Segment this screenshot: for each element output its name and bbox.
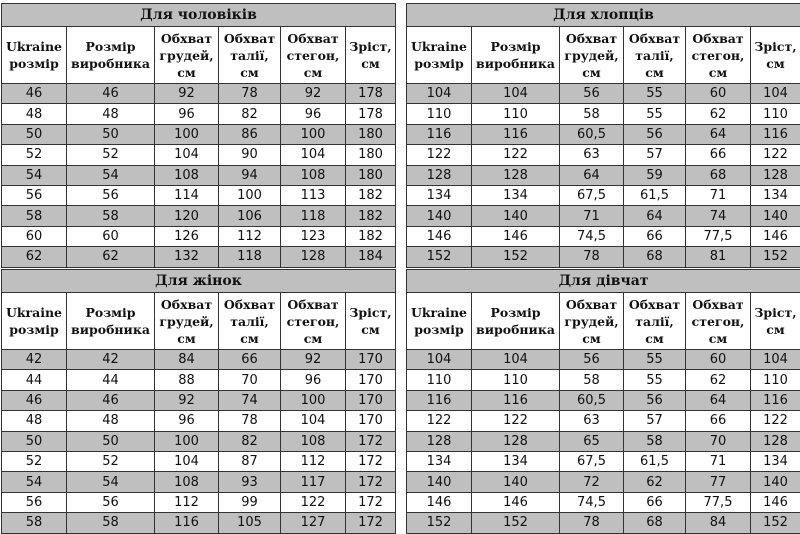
table-cell: 170: [346, 411, 396, 431]
table-cell: 104: [751, 350, 800, 370]
table-cell: 104: [751, 84, 800, 104]
table-cell: 180: [346, 165, 396, 185]
column-header: Обхват стегон, см: [281, 293, 346, 350]
table-cell: 116: [407, 124, 472, 144]
table-cell: 86: [219, 124, 281, 144]
table-cell: 58: [560, 104, 624, 124]
table-row: [407, 185, 800, 205]
table-cell: 96: [155, 104, 219, 124]
table-cell: 58: [624, 431, 686, 451]
table-cell: 92: [281, 84, 346, 104]
table-row: [2, 247, 396, 267]
table-row: [2, 390, 396, 410]
table-cell: 62: [686, 370, 751, 390]
column-header: Обхват талії, см: [219, 293, 281, 350]
table-cell: 92: [281, 350, 346, 370]
table-cell: 46: [67, 390, 155, 410]
column-header: Зріст, см: [346, 27, 396, 84]
table-cell: 110: [472, 104, 560, 124]
table-cell: 180: [346, 145, 396, 165]
column-header: Зріст, см: [346, 293, 396, 350]
table-cell: 66: [219, 350, 281, 370]
table-cell: 87: [219, 451, 281, 471]
table-title: Для дівчат: [407, 270, 800, 293]
table-cell: 82: [219, 431, 281, 451]
table-cell: 108: [281, 165, 346, 185]
table-cell: 128: [281, 247, 346, 267]
table-row: [407, 206, 800, 226]
size-table-boys: [406, 3, 800, 268]
table-row: [407, 431, 800, 451]
table-cell: 100: [281, 390, 346, 410]
table-cell: 63: [560, 145, 624, 165]
column-header: Обхват стегон, см: [281, 27, 346, 84]
table-row: [2, 84, 396, 104]
table-cell: 42: [2, 350, 67, 370]
table-cell: 92: [155, 84, 219, 104]
table-cell: 78: [560, 247, 624, 267]
table-cell: 60: [67, 226, 155, 246]
table-cell: 55: [624, 104, 686, 124]
table-cell: 110: [751, 370, 800, 390]
table-cell: 77: [686, 472, 751, 492]
table-cell: 170: [346, 350, 396, 370]
table-cell: 66: [686, 145, 751, 165]
table-cell: 54: [2, 165, 67, 185]
table-row: [2, 145, 396, 165]
table-cell: 99: [219, 492, 281, 512]
table-cell: 122: [407, 411, 472, 431]
table-row: [2, 165, 396, 185]
table-cell: 58: [2, 513, 67, 533]
table-cell: 178: [346, 104, 396, 124]
table-row: [407, 84, 800, 104]
size-table: [1, 3, 396, 268]
table-cell: 172: [346, 451, 396, 471]
table-cell: 128: [751, 431, 800, 451]
table-cell: 184: [346, 247, 396, 267]
table-cell: 50: [67, 431, 155, 451]
column-header: Ukraine розмір: [2, 293, 67, 350]
table-cell: 104: [407, 84, 472, 104]
table-cell: 65: [560, 431, 624, 451]
size-table-women: [1, 269, 395, 534]
table-cell: 74,5: [560, 226, 624, 246]
column-header: Обхват грудей, см: [560, 27, 624, 84]
column-header: Розмір виробника: [67, 27, 155, 84]
table-cell: 108: [155, 165, 219, 185]
table-cell: 62: [686, 104, 751, 124]
table-cell: 48: [2, 104, 67, 124]
table-row: [407, 492, 800, 512]
table-cell: 116: [155, 513, 219, 533]
table-cell: 58: [2, 206, 67, 226]
column-header: Обхват стегон, см: [686, 27, 751, 84]
table-cell: 110: [407, 104, 472, 124]
table-cell: 54: [2, 472, 67, 492]
table-cell: 170: [346, 390, 396, 410]
table-cell: 104: [407, 350, 472, 370]
column-header: Ukraine розмір: [407, 27, 472, 84]
table-cell: 104: [281, 411, 346, 431]
column-header: Обхват грудей, см: [560, 293, 624, 350]
table-cell: 58: [67, 206, 155, 226]
table-cell: 152: [751, 513, 800, 533]
table-cell: 78: [219, 411, 281, 431]
table-cell: 58: [560, 370, 624, 390]
table-cell: 56: [67, 185, 155, 205]
table-cell: 59: [624, 165, 686, 185]
table-cell: 127: [281, 513, 346, 533]
table-cell: 182: [346, 226, 396, 246]
table-cell: 66: [624, 492, 686, 512]
table-cell: 146: [472, 226, 560, 246]
table-cell: 123: [281, 226, 346, 246]
table-cell: 100: [155, 124, 219, 144]
table-cell: 126: [155, 226, 219, 246]
table-title: Для хлопців: [407, 4, 800, 27]
table-cell: 178: [346, 84, 396, 104]
column-header: Обхват грудей, см: [155, 293, 219, 350]
table-row: [407, 165, 800, 185]
table-cell: 82: [219, 104, 281, 124]
table-cell: 56: [560, 84, 624, 104]
table-row: [2, 185, 396, 205]
table-row: [2, 124, 396, 144]
table-cell: 68: [624, 247, 686, 267]
table-cell: 108: [281, 431, 346, 451]
table-row: [407, 350, 800, 370]
table-cell: 100: [219, 185, 281, 205]
table-cell: 140: [751, 206, 800, 226]
table-cell: 60: [686, 350, 751, 370]
table-cell: 56: [624, 390, 686, 410]
table-cell: 62: [2, 247, 67, 267]
table-cell: 60: [686, 84, 751, 104]
table-cell: 122: [751, 145, 800, 165]
table-cell: 134: [751, 185, 800, 205]
table-title: Для жінок: [2, 270, 396, 293]
table-cell: 152: [472, 247, 560, 267]
size-table-girls: [406, 269, 800, 534]
table-cell: 44: [2, 370, 67, 390]
table-cell: 60: [2, 226, 67, 246]
table-row: [407, 370, 800, 390]
size-table-men: [1, 3, 395, 268]
table-cell: 84: [155, 350, 219, 370]
table-cell: 132: [155, 247, 219, 267]
table-cell: 134: [751, 451, 800, 471]
table-cell: 134: [472, 451, 560, 471]
table-cell: 112: [155, 492, 219, 512]
table-cell: 74: [686, 206, 751, 226]
table-row: [2, 451, 396, 471]
table-cell: 70: [219, 370, 281, 390]
table-cell: 57: [624, 411, 686, 431]
table-cell: 104: [281, 145, 346, 165]
table-row: [407, 145, 800, 165]
column-header: Розмір виробника: [472, 293, 560, 350]
table-cell: 50: [2, 431, 67, 451]
table-cell: 46: [2, 84, 67, 104]
table-cell: 116: [751, 390, 800, 410]
table-cell: 50: [2, 124, 67, 144]
table-cell: 116: [751, 124, 800, 144]
table-cell: 152: [751, 247, 800, 267]
table-cell: 118: [281, 206, 346, 226]
table-cell: 96: [281, 370, 346, 390]
table-cell: 66: [624, 226, 686, 246]
table-cell: 122: [472, 145, 560, 165]
table-cell: 110: [472, 370, 560, 390]
column-header: Обхват стегон, см: [686, 293, 751, 350]
table-cell: 64: [624, 206, 686, 226]
table-row: [2, 226, 396, 246]
table-cell: 104: [155, 451, 219, 471]
table-cell: 128: [751, 165, 800, 185]
table-cell: 128: [407, 431, 472, 451]
table-cell: 42: [67, 350, 155, 370]
table-cell: 78: [560, 513, 624, 533]
table-cell: 70: [686, 431, 751, 451]
table-cell: 52: [67, 145, 155, 165]
table-cell: 71: [686, 451, 751, 471]
table-cell: 116: [472, 390, 560, 410]
table-cell: 180: [346, 124, 396, 144]
table-cell: 93: [219, 472, 281, 492]
table-cell: 170: [346, 370, 396, 390]
table-row: [2, 492, 396, 512]
column-header: Зріст, см: [751, 27, 800, 84]
table-row: [407, 104, 800, 124]
size-table: [406, 269, 800, 534]
table-cell: 88: [155, 370, 219, 390]
table-row: [2, 206, 396, 226]
table-cell: 55: [624, 350, 686, 370]
table-row: [407, 226, 800, 246]
table-row: [407, 390, 800, 410]
table-cell: 118: [219, 247, 281, 267]
table-cell: 128: [472, 165, 560, 185]
table-cell: 140: [751, 472, 800, 492]
table-cell: 64: [686, 124, 751, 144]
table-cell: 116: [407, 390, 472, 410]
table-row: [407, 124, 800, 144]
table-cell: 122: [407, 145, 472, 165]
table-cell: 52: [2, 145, 67, 165]
table-cell: 146: [407, 226, 472, 246]
table-cell: 110: [407, 370, 472, 390]
table-cell: 56: [560, 350, 624, 370]
table-cell: 104: [472, 350, 560, 370]
table-cell: 140: [407, 206, 472, 226]
table-cell: 128: [407, 165, 472, 185]
table-cell: 116: [472, 124, 560, 144]
table-cell: 74: [219, 390, 281, 410]
table-cell: 67,5: [560, 185, 624, 205]
table-cell: 146: [407, 492, 472, 512]
table-cell: 56: [67, 492, 155, 512]
table-cell: 52: [67, 451, 155, 471]
table-cell: 152: [407, 247, 472, 267]
table-cell: 152: [472, 513, 560, 533]
column-header: Обхват талії, см: [219, 27, 281, 84]
table-cell: 60,5: [560, 390, 624, 410]
table-cell: 61,5: [624, 185, 686, 205]
table-cell: 105: [219, 513, 281, 533]
table-cell: 56: [2, 185, 67, 205]
table-cell: 112: [281, 451, 346, 471]
table-cell: 117: [281, 472, 346, 492]
table-row: [2, 431, 396, 451]
table-cell: 46: [2, 390, 67, 410]
table-cell: 140: [472, 206, 560, 226]
table-cell: 81: [686, 247, 751, 267]
table-cell: 67,5: [560, 451, 624, 471]
table-cell: 172: [346, 431, 396, 451]
size-table: [1, 269, 396, 534]
table-cell: 77,5: [686, 226, 751, 246]
table-cell: 104: [472, 84, 560, 104]
table-cell: 152: [407, 513, 472, 533]
table-cell: 52: [2, 451, 67, 471]
table-cell: 50: [67, 124, 155, 144]
size-table: [406, 3, 800, 268]
table-cell: 55: [624, 370, 686, 390]
table-cell: 146: [751, 226, 800, 246]
table-cell: 106: [219, 206, 281, 226]
table-cell: 44: [67, 370, 155, 390]
table-cell: 122: [281, 492, 346, 512]
table-cell: 146: [751, 492, 800, 512]
table-cell: 140: [472, 472, 560, 492]
table-cell: 56: [624, 124, 686, 144]
table-cell: 122: [472, 411, 560, 431]
table-cell: 48: [67, 411, 155, 431]
table-cell: 61,5: [624, 451, 686, 471]
table-cell: 68: [686, 165, 751, 185]
table-cell: 182: [346, 185, 396, 205]
table-cell: 112: [219, 226, 281, 246]
table-cell: 134: [472, 185, 560, 205]
table-cell: 104: [155, 145, 219, 165]
table-cell: 68: [624, 513, 686, 533]
table-cell: 92: [155, 390, 219, 410]
table-cell: 60,5: [560, 124, 624, 144]
table-cell: 54: [67, 165, 155, 185]
table-row: [2, 411, 396, 431]
table-cell: 96: [281, 104, 346, 124]
table-cell: 122: [751, 411, 800, 431]
table-cell: 100: [155, 431, 219, 451]
table-cell: 172: [346, 472, 396, 492]
table-cell: 63: [560, 411, 624, 431]
table-row: [2, 370, 396, 390]
table-cell: 96: [155, 411, 219, 431]
table-row: [407, 451, 800, 471]
column-header: Обхват талії, см: [624, 27, 686, 84]
column-header: Ukraine розмір: [407, 293, 472, 350]
table-cell: 55: [624, 84, 686, 104]
column-header: Розмір виробника: [472, 27, 560, 84]
table-cell: 146: [472, 492, 560, 512]
table-cell: 108: [155, 472, 219, 492]
table-cell: 128: [472, 431, 560, 451]
column-header: Розмір виробника: [67, 293, 155, 350]
table-cell: 48: [2, 411, 67, 431]
table-cell: 56: [2, 492, 67, 512]
table-title: Для чоловіків: [2, 4, 396, 27]
table-cell: 120: [155, 206, 219, 226]
column-header: Обхват талії, см: [624, 293, 686, 350]
table-cell: 134: [407, 451, 472, 471]
column-header: Ukraine розмір: [2, 27, 67, 84]
table-row: [2, 472, 396, 492]
table-row: [407, 411, 800, 431]
table-cell: 64: [686, 390, 751, 410]
table-cell: 94: [219, 165, 281, 185]
table-cell: 48: [67, 104, 155, 124]
table-cell: 62: [624, 472, 686, 492]
table-cell: 58: [67, 513, 155, 533]
table-cell: 172: [346, 492, 396, 512]
table-cell: 62: [67, 247, 155, 267]
table-cell: 110: [751, 104, 800, 124]
table-row: [407, 472, 800, 492]
table-cell: 182: [346, 206, 396, 226]
table-cell: 57: [624, 145, 686, 165]
table-cell: 71: [560, 206, 624, 226]
table-cell: 140: [407, 472, 472, 492]
table-row: [2, 350, 396, 370]
table-cell: 134: [407, 185, 472, 205]
table-cell: 66: [686, 411, 751, 431]
table-cell: 90: [219, 145, 281, 165]
table-cell: 54: [67, 472, 155, 492]
table-cell: 46: [67, 84, 155, 104]
column-header: Зріст, см: [751, 293, 800, 350]
table-cell: 114: [155, 185, 219, 205]
table-row: [407, 247, 800, 267]
table-cell: 78: [219, 84, 281, 104]
table-cell: 100: [281, 124, 346, 144]
table-cell: 113: [281, 185, 346, 205]
table-cell: 64: [560, 165, 624, 185]
table-cell: 74,5: [560, 492, 624, 512]
table-row: [2, 104, 396, 124]
table-cell: 172: [346, 513, 396, 533]
table-cell: 72: [560, 472, 624, 492]
table-cell: 84: [686, 513, 751, 533]
table-cell: 71: [686, 185, 751, 205]
table-cell: 77,5: [686, 492, 751, 512]
column-header: Обхват грудей, см: [155, 27, 219, 84]
